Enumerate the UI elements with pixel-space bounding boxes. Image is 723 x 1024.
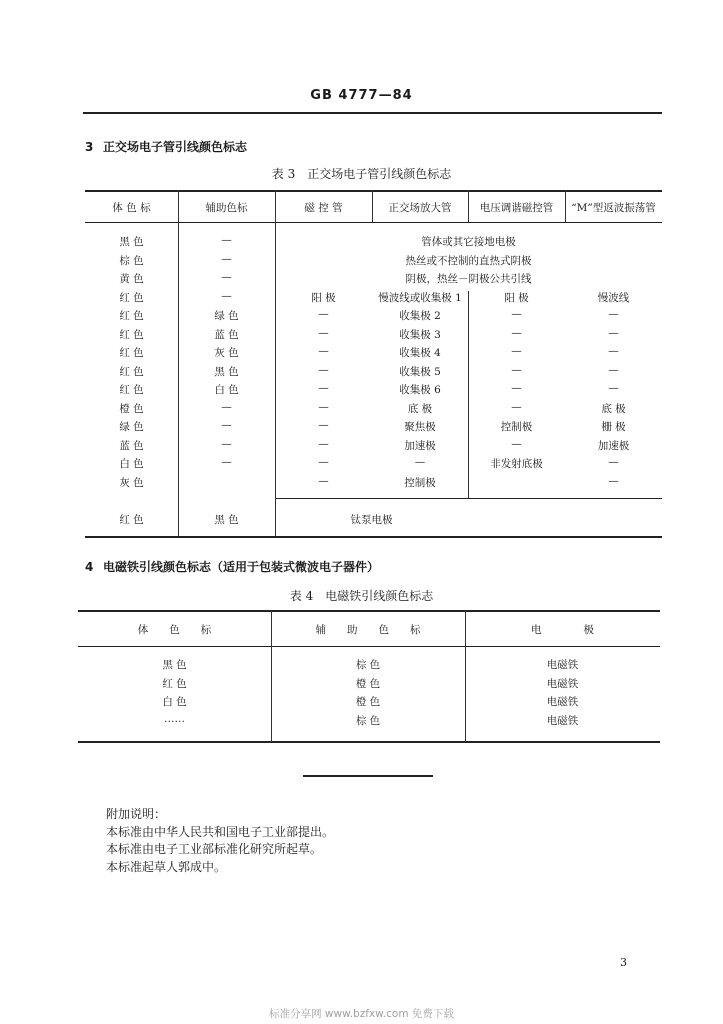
table-4-header-cell: 电 极	[531, 624, 594, 636]
table-3-cell: —	[511, 437, 522, 450]
section-3-heading	[85, 138, 247, 155]
table-3-cell: 绿 色	[214, 310, 239, 322]
table-3-cell: —	[221, 271, 232, 283]
table-4-cell: 白 色	[162, 696, 187, 708]
table-3-cell: 加速极	[404, 439, 436, 452]
table-3-cell: 慢波线或收集极 1	[378, 291, 462, 304]
table-3-cell: —	[318, 400, 329, 413]
table-3-cell: 慢波线	[597, 291, 630, 304]
table-3-merged-cell: 热丝或不控制的直热式阴极	[405, 254, 532, 267]
table-4-header-rule	[78, 646, 660, 647]
table-3-cell: 聚焦极	[404, 421, 436, 433]
table-4-cell: 黑 色	[162, 659, 187, 671]
table-3-cell: 灰 色	[119, 476, 144, 489]
table-3-merged-cell: 阴极，热丝－阴极公共引线	[405, 273, 532, 285]
table-3-cell: 阳 极	[504, 291, 529, 304]
table-3-header-rule	[85, 222, 662, 223]
table-4-cell: 电磁铁	[546, 714, 579, 727]
notes-line: 本标准起草人郭成中。	[106, 859, 227, 874]
standard-code: GB 4777—84	[310, 88, 413, 103]
table-3-cell: 底 极	[601, 402, 626, 415]
table-3-cell: —	[318, 474, 329, 487]
table-3-cell: —	[608, 474, 619, 487]
table-3-cell: 橙 色	[119, 402, 144, 415]
table-3-cell: 收集极 3	[399, 328, 441, 341]
table-3-cell: —	[608, 326, 619, 339]
table-3-cell: —	[608, 308, 619, 320]
table-3-cell: —	[221, 437, 232, 450]
table-3-cell: —	[318, 437, 329, 450]
table-3-merged-cell: 钛泵电极	[350, 514, 393, 526]
table-4-top-rule	[78, 610, 660, 612]
table-3-cell: 蓝 色	[214, 328, 239, 341]
table-3-cell: 收集极 6	[399, 384, 441, 396]
table-4-header-cell: 体 色 标	[137, 624, 212, 636]
table-3-cell: —	[608, 345, 619, 357]
table-3-cell: 控制极	[500, 421, 533, 433]
table-4-header-cell: 辅 助 色 标	[315, 624, 421, 636]
table-3-header-cell: 磁 控 管	[304, 202, 343, 214]
table-3-cell: 红 色	[119, 347, 144, 359]
table-3-cell: —	[608, 363, 619, 376]
table-4-cell: 橙 色	[355, 696, 381, 708]
table-3-cell: 蓝 色	[119, 439, 144, 452]
table-3-header-cell: 电压调谐磁控管	[479, 202, 554, 214]
table-3-cell: —	[318, 363, 329, 376]
table-3-cell: 红 色	[119, 365, 144, 378]
table-3-cell: —	[414, 456, 426, 468]
table-4-cell: 橙 色	[355, 677, 381, 690]
table-4-bottom-rule	[78, 741, 660, 743]
table-3-cell: —	[511, 326, 522, 339]
table-4-caption: 表 4 电磁铁引线颜色标志	[289, 589, 434, 603]
table-3-cell: 栅 极	[601, 421, 626, 433]
notes-separator	[303, 775, 433, 777]
table-3-cell: —	[511, 345, 522, 357]
table-3-cell: 红 色	[119, 310, 144, 322]
table-3-cell: —	[318, 326, 329, 339]
table-3-cell: —	[221, 289, 232, 302]
table-3-merged-cell: 管体或其它接地电极	[421, 236, 516, 248]
table-3-cell: —	[511, 400, 522, 413]
table-3-cell: 收集极 4	[399, 347, 441, 359]
table-3-cell: —	[318, 419, 329, 431]
table-3-cell: 收集极 5	[399, 365, 441, 378]
table-3-cell: —	[318, 345, 329, 357]
table-3-cell: 棕 色	[119, 254, 144, 267]
table-3-cell: 灰 色	[214, 347, 239, 359]
table-3-cell: 收集极 2	[399, 310, 441, 322]
table-3-bottom-rule	[85, 536, 662, 538]
table-3-cell: 加速极	[597, 439, 630, 452]
table-3-cell: 红 色	[119, 328, 144, 341]
table-3-cell: —	[221, 234, 232, 246]
notes-line: 本标准由中华人民共和国电子工业部提出。	[106, 824, 335, 839]
table-3-cell: 白 色	[119, 458, 144, 470]
table-3-cell: 底 极	[407, 402, 433, 415]
table-3-cell: —	[221, 400, 232, 413]
table-4	[78, 610, 660, 742]
table-3	[85, 190, 662, 536]
table-3-cell: 控制极	[404, 476, 436, 489]
table-3-header-cell: 辅助色标	[205, 202, 248, 214]
table-3-cell: —	[221, 419, 232, 431]
page-number: 3	[620, 956, 627, 969]
table-3-cell: —	[511, 308, 522, 320]
table-3-cell: —	[221, 456, 232, 468]
table-3-header-cell: 正交场放大管	[388, 202, 452, 214]
section-3-title: 正交场电子管引线颜色标志	[103, 140, 248, 154]
header-rule	[83, 112, 662, 114]
table-3-cell: 绿 色	[119, 421, 144, 433]
table-3-cell: —	[511, 382, 522, 394]
table-3-cell: 黑 色	[214, 514, 239, 526]
section-4-heading	[85, 558, 379, 575]
table-3-header-cell: 体 色 标	[112, 202, 151, 214]
table-3-cell: 黑 色	[119, 236, 144, 248]
additional-notes	[106, 806, 334, 876]
table-3-cell: —	[318, 456, 329, 468]
table-3-cell: 红 色	[119, 291, 144, 304]
notes-line: 本标准由电子工业部标准化研究所起草。	[106, 842, 323, 856]
table-3-cell: 黄 色	[119, 273, 144, 285]
table-3-top-rule	[85, 190, 662, 192]
table-4-cell: 电磁铁	[546, 677, 579, 690]
table-4-cell: 棕 色	[355, 659, 381, 671]
table-3-caption: 表 3 正交场电子管引线颜色标志	[271, 167, 452, 181]
table-3-cell: 黑 色	[214, 365, 239, 378]
table-4-cell: 红 色	[162, 677, 187, 690]
table-4-cell: 电磁铁	[546, 696, 579, 708]
table-4-cell: ……	[164, 712, 185, 725]
table-3-cell: —	[608, 456, 619, 468]
table-3-cell: —	[511, 363, 522, 376]
table-3-cell: 白 色	[214, 384, 239, 396]
section-3-number: 3	[85, 140, 94, 154]
notes-heading: 附加说明：	[106, 807, 167, 821]
section-4-title: 电磁铁引线颜色标志（适用于包装式微波电子器件）	[103, 560, 380, 574]
table-4-cell: 棕 色	[355, 714, 381, 727]
table-3-cell: 非发射底极	[490, 458, 543, 470]
table-3-cell: 阳 极	[311, 291, 336, 304]
table-3-header-cell: “M”型返波振荡管	[571, 202, 656, 214]
table-3-cell: —	[318, 382, 329, 394]
table-3-cell: —	[608, 382, 619, 394]
table-3-cell: 红 色	[119, 514, 144, 526]
table-3-last-row-rule	[275, 498, 662, 499]
table-3-cell: —	[221, 252, 232, 265]
table-3-cell: —	[318, 308, 329, 320]
table-4-cell: 电磁铁	[546, 659, 579, 671]
table-3-cell: 红 色	[119, 384, 144, 396]
section-4-number: 4	[85, 560, 94, 574]
watermark-footer: 标准分享网 www.bzfxw.com 免费下载	[269, 1008, 454, 1020]
